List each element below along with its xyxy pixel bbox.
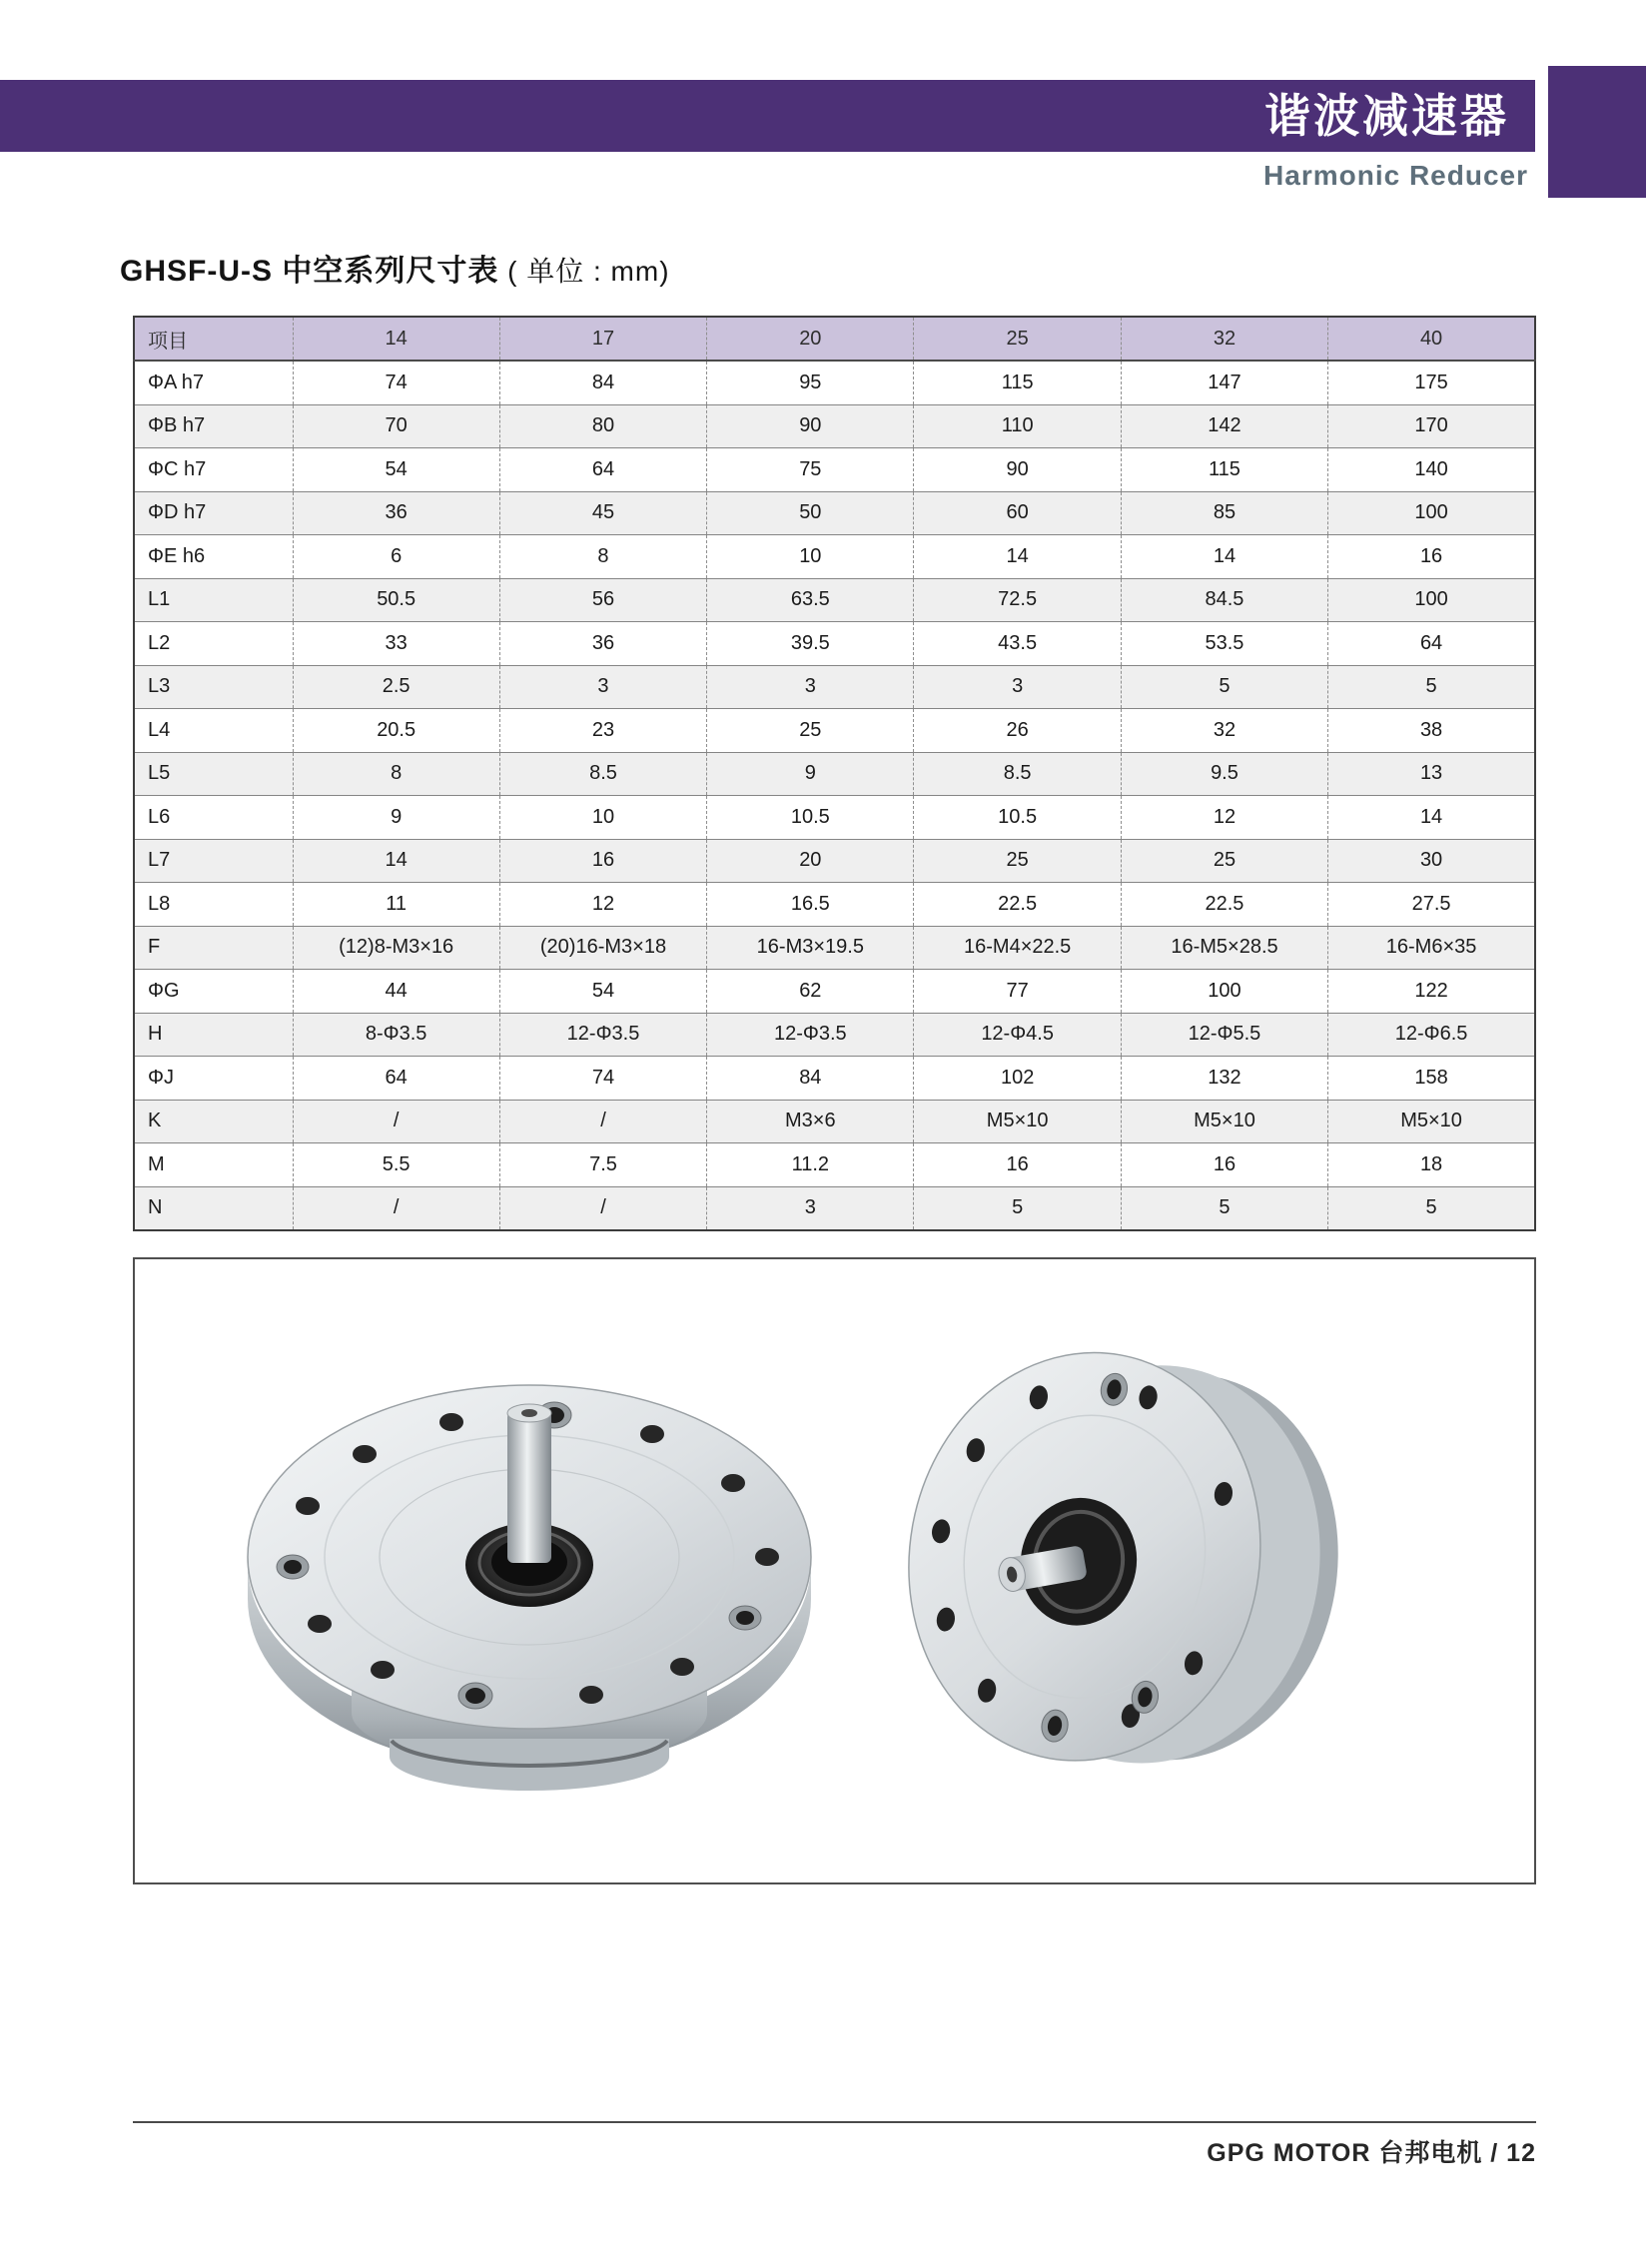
table-cell: 6: [293, 535, 499, 579]
table-cell: 8: [293, 752, 499, 796]
column-header: 25: [914, 317, 1121, 361]
row-label: K: [134, 1100, 293, 1143]
table-cell: 77: [914, 970, 1121, 1014]
table-cell: 175: [1328, 361, 1535, 404]
table-body: [134, 361, 1535, 1230]
row-label: L1: [134, 578, 293, 622]
row-label: ΦD h7: [134, 491, 293, 535]
table-cell: 100: [1328, 491, 1535, 535]
column-header: 40: [1328, 317, 1535, 361]
table-row: [134, 709, 1535, 753]
table-row: [134, 1057, 1535, 1101]
table-row: [134, 622, 1535, 666]
table-cell: 23: [499, 709, 706, 753]
table-cell: 25: [914, 839, 1121, 883]
table-cell: 12-Φ4.5: [914, 1013, 1121, 1057]
table-cell: 62: [707, 970, 914, 1014]
table-cell: 14: [1328, 796, 1535, 840]
table-cell: 30: [1328, 839, 1535, 883]
row-label: ΦC h7: [134, 448, 293, 492]
table-cell: 84: [499, 361, 706, 404]
table-cell: 14: [293, 839, 499, 883]
product-photo-front-view: [240, 1347, 819, 1797]
row-label: N: [134, 1186, 293, 1230]
table-cell: 16: [914, 1143, 1121, 1187]
row-label: L5: [134, 752, 293, 796]
table-cell: 12-Φ3.5: [499, 1013, 706, 1057]
table-cell: 16: [1328, 535, 1535, 579]
table-cell: /: [499, 1100, 706, 1143]
table-cell: 39.5: [707, 622, 914, 666]
table-cell: 7.5: [499, 1143, 706, 1187]
table-cell: 100: [1328, 578, 1535, 622]
table-cell: 20.5: [293, 709, 499, 753]
table-cell: 8.5: [499, 752, 706, 796]
table-cell: 84: [707, 1057, 914, 1101]
table-cell: 9: [707, 752, 914, 796]
table-cell: M3×6: [707, 1100, 914, 1143]
row-label: ΦG: [134, 970, 293, 1014]
page-banner: [0, 80, 1535, 152]
table-row: [134, 404, 1535, 448]
table-cell: 132: [1121, 1057, 1327, 1101]
table-cell: 110: [914, 404, 1121, 448]
table-cell: 5: [1121, 665, 1327, 709]
table-cell: 10: [499, 796, 706, 840]
dimensions-table: [133, 316, 1536, 1231]
table-cell: M5×10: [914, 1100, 1121, 1143]
table-cell: 16-M3×19.5: [707, 926, 914, 970]
table-row: [134, 796, 1535, 840]
table-cell: 3: [707, 665, 914, 709]
table-cell: 8: [499, 535, 706, 579]
table-row: [134, 839, 1535, 883]
column-header: 14: [293, 317, 499, 361]
table-cell: 64: [1328, 622, 1535, 666]
table-cell: 36: [499, 622, 706, 666]
table-cell: 5: [1328, 1186, 1535, 1230]
table-cell: (20)16-M3×18: [499, 926, 706, 970]
row-label: L4: [134, 709, 293, 753]
row-label: L6: [134, 796, 293, 840]
table-cell: 10.5: [707, 796, 914, 840]
table-cell: 115: [914, 361, 1121, 404]
section-title-unit: ( 单位 : mm): [498, 256, 670, 287]
table-cell: 95: [707, 361, 914, 404]
table-cell: /: [499, 1186, 706, 1230]
column-header: 17: [499, 317, 706, 361]
row-label: H: [134, 1013, 293, 1057]
table-cell: 26: [914, 709, 1121, 753]
table-cell: /: [293, 1186, 499, 1230]
table-cell: 64: [499, 448, 706, 492]
table-cell: 12-Φ3.5: [707, 1013, 914, 1057]
table-cell: 63.5: [707, 578, 914, 622]
table-cell: 32: [1121, 709, 1327, 753]
table-cell: M5×10: [1121, 1100, 1327, 1143]
table-cell: (12)8-M3×16: [293, 926, 499, 970]
table-cell: 140: [1328, 448, 1535, 492]
table-cell: 10: [707, 535, 914, 579]
table-row: [134, 578, 1535, 622]
table-cell: M5×10: [1328, 1100, 1535, 1143]
table-cell: 102: [914, 1057, 1121, 1101]
table-cell: 3: [707, 1186, 914, 1230]
table-cell: 25: [707, 709, 914, 753]
column-header: 32: [1121, 317, 1327, 361]
table-cell: 43.5: [914, 622, 1121, 666]
table-cell: 50: [707, 491, 914, 535]
section-title: [120, 246, 670, 290]
table-cell: 25: [1121, 839, 1327, 883]
row-label: ΦE h6: [134, 535, 293, 579]
row-label: L3: [134, 665, 293, 709]
table-cell: 64: [293, 1057, 499, 1101]
table-cell: 115: [1121, 448, 1327, 492]
table-cell: 3: [499, 665, 706, 709]
table-cell: 142: [1121, 404, 1327, 448]
table-cell: 14: [1121, 535, 1327, 579]
table-cell: 90: [707, 404, 914, 448]
table-cell: 44: [293, 970, 499, 1014]
table-cell: 74: [293, 361, 499, 404]
table-cell: 74: [499, 1057, 706, 1101]
table-cell: 11: [293, 883, 499, 927]
table-cell: 60: [914, 491, 1121, 535]
product-image-panel: [133, 1257, 1536, 1884]
table-cell: 16.5: [707, 883, 914, 927]
table-cell: 20: [707, 839, 914, 883]
corner-accent-block: [1548, 66, 1646, 198]
table-cell: 5: [1121, 1186, 1327, 1230]
row-label: L2: [134, 622, 293, 666]
row-label: F: [134, 926, 293, 970]
table-cell: 2.5: [293, 665, 499, 709]
column-header: 20: [707, 317, 914, 361]
table-cell: 16: [499, 839, 706, 883]
row-label: L7: [134, 839, 293, 883]
table-cell: 16-M5×28.5: [1121, 926, 1327, 970]
table-cell: 9: [293, 796, 499, 840]
table-cell: 27.5: [1328, 883, 1535, 927]
table-cell: 147: [1121, 361, 1327, 404]
table-cell: 54: [499, 970, 706, 1014]
table-cell: 11.2: [707, 1143, 914, 1187]
table-cell: 36: [293, 491, 499, 535]
table-row: [134, 926, 1535, 970]
table-cell: 72.5: [914, 578, 1121, 622]
table-cell: 5: [1328, 665, 1535, 709]
table-cell: 84.5: [1121, 578, 1327, 622]
table-cell: 12: [499, 883, 706, 927]
row-label: ΦB h7: [134, 404, 293, 448]
table-row: [134, 361, 1535, 404]
row-label: ΦJ: [134, 1057, 293, 1101]
table-cell: 3: [914, 665, 1121, 709]
product-photo-angled-view: [879, 1329, 1338, 1809]
table-row: [134, 491, 1535, 535]
table-cell: 170: [1328, 404, 1535, 448]
table-cell: 12-Φ5.5: [1121, 1013, 1327, 1057]
table-cell: 18: [1328, 1143, 1535, 1187]
table-cell: 12-Φ6.5: [1328, 1013, 1535, 1057]
table-cell: 9.5: [1121, 752, 1327, 796]
table-cell: 16: [1121, 1143, 1327, 1187]
column-header: 项目: [134, 317, 293, 361]
banner-subtitle: Harmonic Reducer: [1263, 160, 1528, 191]
table-cell: 56: [499, 578, 706, 622]
table-row: [134, 1186, 1535, 1230]
table-cell: 10.5: [914, 796, 1121, 840]
table-cell: 70: [293, 404, 499, 448]
table-row: [134, 883, 1535, 927]
table-cell: 5.5: [293, 1143, 499, 1187]
table-cell: 14: [914, 535, 1121, 579]
row-label: L8: [134, 883, 293, 927]
table-cell: 33: [293, 622, 499, 666]
table-cell: 122: [1328, 970, 1535, 1014]
table-cell: 50.5: [293, 578, 499, 622]
table-cell: 158: [1328, 1057, 1535, 1101]
table-cell: 80: [499, 404, 706, 448]
banner-title: 谐波减速器: [1264, 90, 1509, 142]
table-cell: 8-Φ3.5: [293, 1013, 499, 1057]
table-row: [134, 970, 1535, 1014]
table-cell: 5: [914, 1186, 1121, 1230]
table-row: [134, 535, 1535, 579]
table-row: [134, 752, 1535, 796]
table-cell: 100: [1121, 970, 1327, 1014]
row-label: M: [134, 1143, 293, 1187]
table-cell: 54: [293, 448, 499, 492]
footer-rule: [133, 2121, 1536, 2123]
table-cell: 75: [707, 448, 914, 492]
table-cell: 85: [1121, 491, 1327, 535]
table-cell: 53.5: [1121, 622, 1327, 666]
table-cell: 8.5: [914, 752, 1121, 796]
table-header-row: [134, 317, 1535, 361]
table-row: [134, 448, 1535, 492]
table-cell: 16-M4×22.5: [914, 926, 1121, 970]
row-label: ΦA h7: [134, 361, 293, 404]
table-cell: 13: [1328, 752, 1535, 796]
table-row: [134, 1100, 1535, 1143]
footer-page-label: GPG MOTOR 台邦电机 / 12: [1207, 2139, 1536, 2167]
section-title-main: GHSF-U-S 中空系列尺寸表: [120, 255, 499, 288]
table-cell: 22.5: [914, 883, 1121, 927]
table-cell: 38: [1328, 709, 1535, 753]
table-cell: 90: [914, 448, 1121, 492]
table-cell: 16-M6×35: [1328, 926, 1535, 970]
table-row: [134, 1013, 1535, 1057]
table-row: [134, 665, 1535, 709]
table-cell: 45: [499, 491, 706, 535]
table-row: [134, 1143, 1535, 1187]
table-cell: 22.5: [1121, 883, 1327, 927]
table-cell: /: [293, 1100, 499, 1143]
table-cell: 12: [1121, 796, 1327, 840]
